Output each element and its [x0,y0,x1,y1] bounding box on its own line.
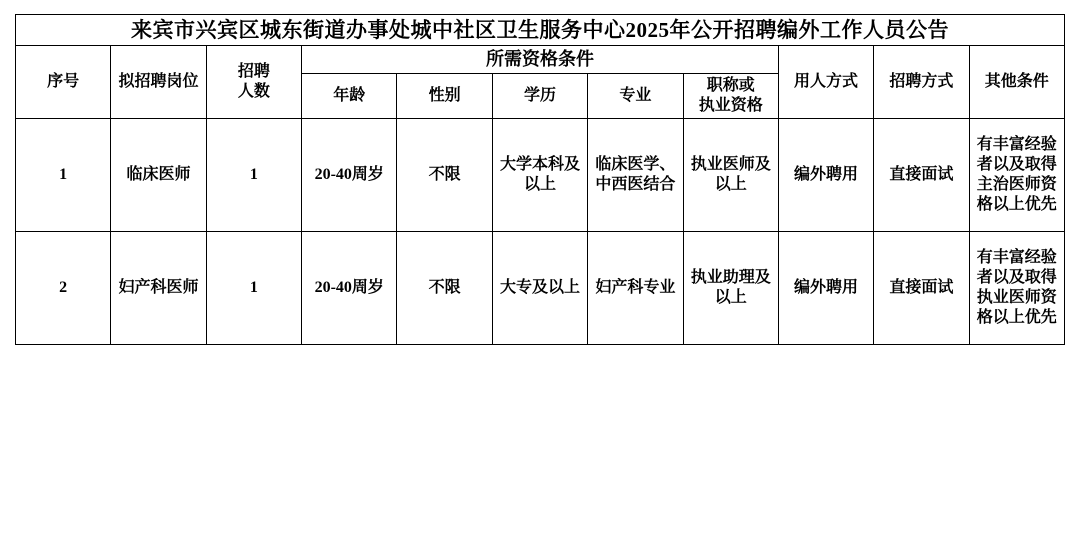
table-row [16,231,1065,344]
header-qualification-group: 所需资格条件 [302,46,779,74]
header-title-qualification [683,73,778,118]
row-sex: 不限 [397,231,492,344]
row-major: 临床医学、中西医结合 [588,118,683,231]
row-education: 大学本科及以上 [492,118,587,231]
row-recruit-method: 直接面试 [874,231,969,344]
row-age: 20-40周岁 [302,231,397,344]
header-education: 学历 [492,73,587,118]
row-post: 妇产科医师 [111,231,206,344]
header-post: 拟招聘岗位 [111,46,206,119]
row-age: 20-40周岁 [302,118,397,231]
table-header-row-1 [16,46,1065,74]
header-age: 年龄 [302,73,397,118]
header-number [206,46,301,119]
row-number: 1 [206,231,301,344]
header-recruit-method: 招聘方式 [874,46,969,119]
table-row [16,118,1065,231]
header-employment: 用人方式 [778,46,873,119]
page-title: 来宾市兴宾区城东街道办事处城中社区卫生服务中心2025年公开招聘编外工作人员公告 [16,15,1065,46]
row-other: 有丰富经验者以及取得主治医师资格以上优先 [969,118,1064,231]
header-sex: 性别 [397,73,492,118]
header-number-line2: 人数 [237,83,270,100]
row-other: 有丰富经验者以及取得执业医师资格以上优先 [969,231,1064,344]
row-employment: 编外聘用 [778,118,873,231]
header-title-line1: 职称或 [706,76,755,94]
document-page [0,14,1080,556]
row-sex: 不限 [397,118,492,231]
header-major: 专业 [588,73,683,118]
row-seq: 2 [16,231,111,344]
row-title-qualification: 执业助理及以上 [683,231,778,344]
header-seq: 序号 [16,46,111,119]
header-number-line1: 招聘 [237,63,270,80]
table-title-row [16,15,1065,46]
row-post: 临床医师 [111,118,206,231]
row-education: 大专及以上 [492,231,587,344]
row-recruit-method: 直接面试 [874,118,969,231]
recruitment-table [15,14,1065,345]
header-other: 其他条件 [969,46,1064,119]
header-title-line2: 执业资格 [698,96,763,114]
row-employment: 编外聘用 [778,231,873,344]
row-major: 妇产科专业 [588,231,683,344]
row-number: 1 [206,118,301,231]
row-title-qualification: 执业医师及以上 [683,118,778,231]
row-seq: 1 [16,118,111,231]
